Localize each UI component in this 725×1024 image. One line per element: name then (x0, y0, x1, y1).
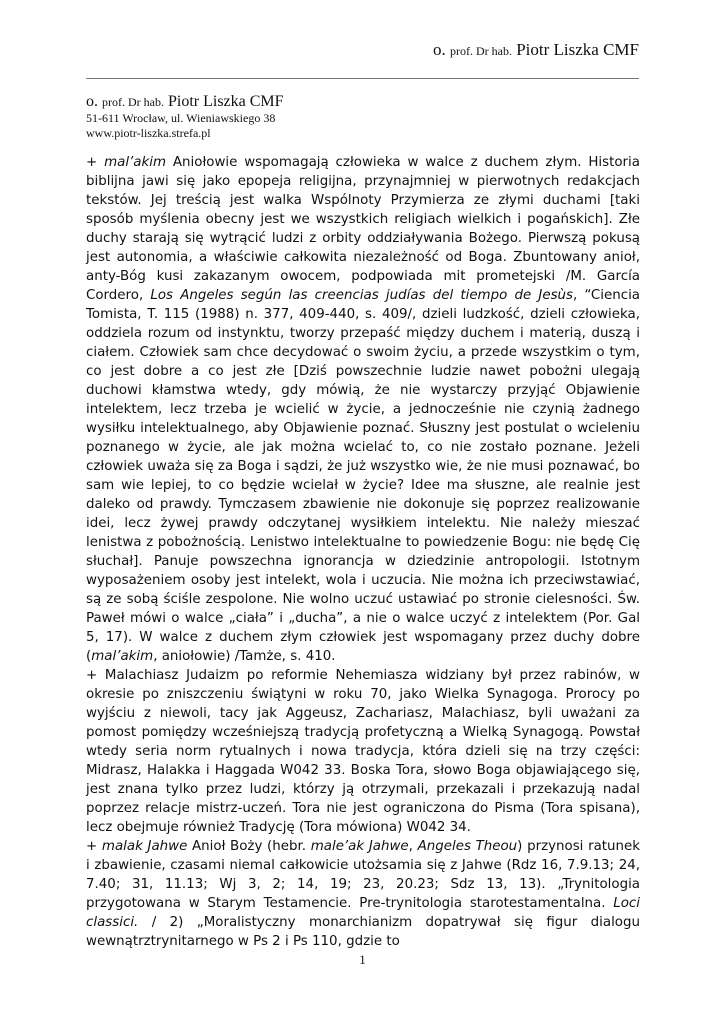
italic-text: mal’akim (91, 649, 154, 664)
running-header (433, 40, 639, 60)
text-run: Anioł Boży (hebr. (187, 839, 311, 854)
paragraph (86, 666, 640, 837)
author-prefix: o. (86, 93, 98, 110)
italic-text: Los Angeles según las creencias judías del tiempo de Jesùs (150, 288, 574, 303)
italic-text: mal’akim (104, 155, 167, 170)
author-website: www.piotr-liszka.strefa.pl (86, 126, 211, 140)
text-run: + (86, 155, 105, 170)
paragraph (86, 153, 640, 666)
text-run: , aniołowie) /Tamże, s. 410. (153, 649, 336, 664)
header-author-name: Piotr Liszka CMF (516, 40, 639, 59)
italic-text: Angeles Theou (417, 839, 518, 854)
header-divider (86, 78, 639, 79)
italic-text: malak Jahwe (101, 839, 188, 854)
text-run: ) przynosi ratunek i zbawienie, czasami niemal całkowicie utożsamia się z Jahwe (Rdz 16, 7.9.13; 24, 7.40; 31, 11.13; Wj 3, 2; 14, 19; 23, 20.23; Sdz 13, 13). „Trynitologia przygotowana w Starym Testamencie. Pre-trynitologia starotestamentalna. (86, 839, 641, 911)
text-run: + Malachiasz Judaizm po reformie Nehemiasza widziany był przez rabinów, w okresie po zniszczeniu świątyni w roku 70, jako Wielka Synagoga. Prorocy po wyjściu z niewoli, tacy jak Aggeusz, Zachariasz, Malachiasz, byli uważani za pomost pomiędzy wcześniejszą tradycją profetyczną a Wielką Synagogą. Powstał wtedy seria norm rytualnych i nowa tradycja, która dzieli się na trzy części: Midrasz, Halakka i Haggada W042 33. Boska Tora, słowo Boga objawiającego się, jest znana tylko przez ludzi, którzy ją otrzymali, przekazali i przekazują nadal poprzez relacje mistrz-uczeń. Tora nie jest ograniczona do Pisma (Tora spisana), lecz obejmuje również Tradycję (Tora mówiona) W042 34. (86, 668, 640, 835)
italic-text: Loci classici. (86, 896, 640, 930)
page-number: 1 (359, 952, 366, 967)
header-title-abbrev: prof. Dr hab. (449, 44, 512, 58)
author-name: Piotr Liszka CMF (167, 93, 284, 110)
italic-text: male’ak Jahwe (310, 839, 409, 854)
text-run: Aniołowie wspomagają człowieka w walce z duchem złym. Historia biblijna jawi się jako epopeja religijna, przynajmniej w pierwotnych redakcjach tekstów. Jej treścią jest walka Wspólnoty Przymierza ze złymi duchami [taki sposób myślenia obecny jest we wszystkich religiach wielkich i pogańskich]. Złe duchy starają się wytrącić ludzi z orbity oddziaływania Bożego. Pierwszą pokusą jest autonomia, a właściwie całkowita niezależność od Boga. Zbuntowany anioł, anty-Bóg kusi zakazanym owocem, podpowiada mit prometejski /M. García Cordero, (86, 155, 640, 303)
author-name-line (86, 93, 646, 111)
text-run: , “Ciencia Tomista, T. 115 (1988) n. 377, 409-440, s. 409/, dzieli ludzkość, dzieli człowieka, oddziela rozum od instynktu, tworzy przepaść między duchem i materią, duszą i ciałem. Człowiek sam chce decydować o swoim życiu, a przede wszystkim o tym, co jest dobre a co jest złe [Dziś powszechnie ludzie nawet pobożni ulegają duchowi kłamstwa wtedy, gdy mówią, że nie wystarczy przyjąć Objawienie intelektem, lecz trzeba je wcielić w życie, a jednocześnie nie czynią żadnego wysiłku intelektualnego, aby Objawienie poznać. Słuszny jest postulat o wcieleniu poznanego w życie, ale jak można wcielać to, co nie zostało poznane. Jeżeli człowiek uważa się za Boga i sądzi, że już wszystko wie, że nie musi poznawać, bo sam wie lepiej, to co będzie wcielał w życie? Idee ma słuszne, ale realnie jest daleko od prawdy. Tymczasem zbawienie nie dokonuje się poprzez realizowanie idei, lecz żywej prawdy odczytanej wysiłkiem intelektu. Nie należy mieszać lenistwa z pobożnością. Lenistwo intelektualne to powiedzenie Bogu: nie będę Cię słuchał]. Panuje powszechna ignorancja w dziedzinie antropologii. Istotnym wyposażeniem osoby jest intelekt, wola i uczucia. Nie można ich przeciwstawiać, są ze sobą ściśle zespolone. Nie wolno uczuć ustawiać po stronie cielesności. Św. Paweł mówi o walce „ciała” i „ducha”, a nie o walce uczyć z intelektem (Por. Gal 5, 17). W walce z duchem złym człowiek jest wspomagany przez duchy dobre ( (86, 288, 640, 664)
header-prefix: o. (432, 40, 446, 59)
body-text (86, 153, 640, 951)
author-address: 51-611 Wrocław, ul. Wieniawskiego 38 (86, 111, 276, 125)
paragraph (86, 837, 640, 951)
author-title-abbrev: prof. Dr hab. (102, 95, 164, 109)
text-run: / 2) „Moralistyczny monarchianizm dopatrywał się figur dialogu wewnątrztrynitarnego w Ps 2 i Ps 110, gdzie to (86, 915, 640, 949)
text-run: , (408, 839, 418, 854)
author-block (86, 93, 646, 141)
text-run: + (86, 839, 102, 854)
